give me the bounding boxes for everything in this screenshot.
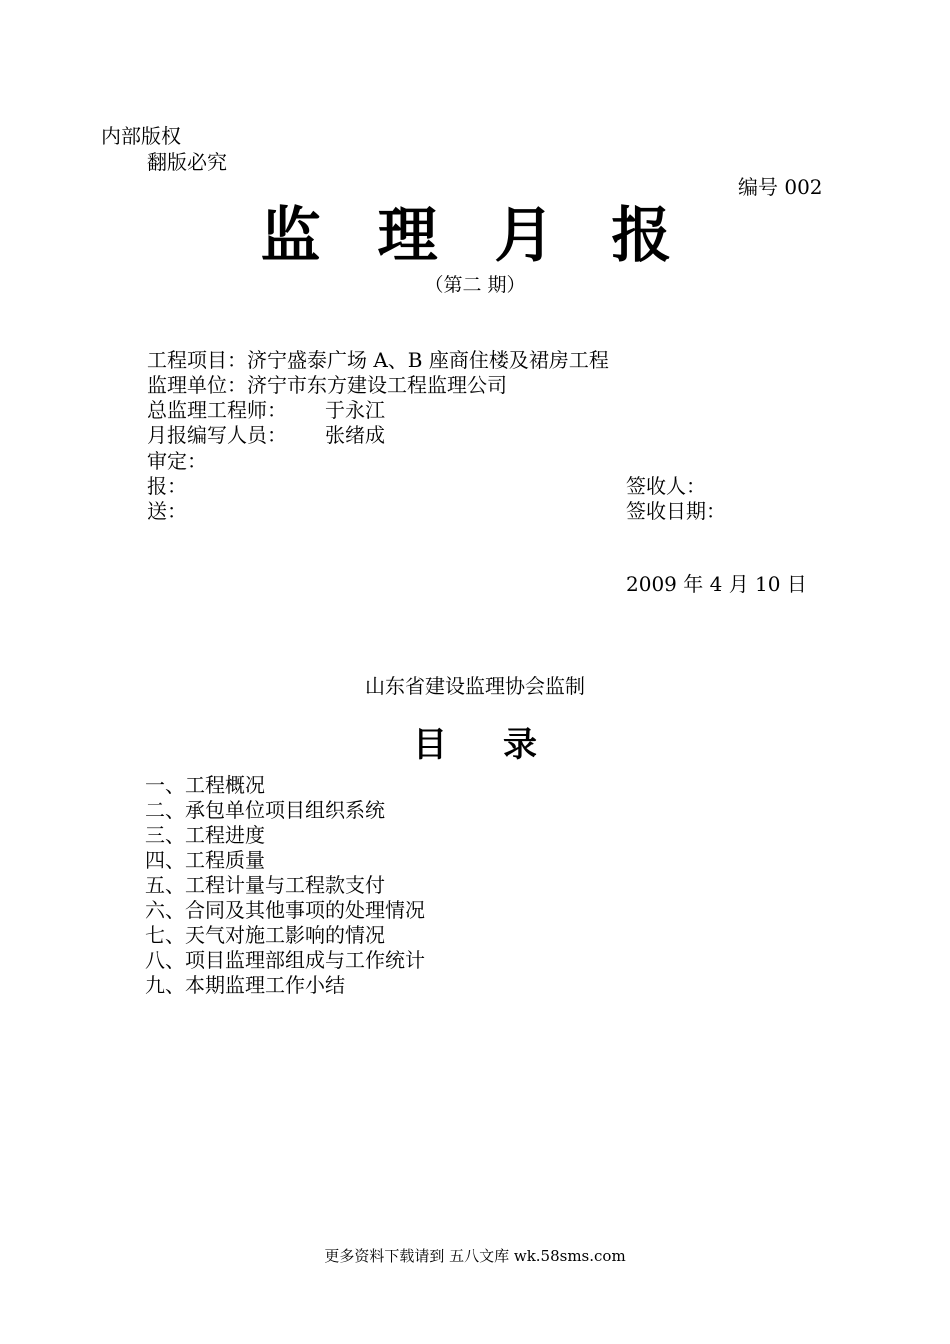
toc-item: 二、承包单位项目组织系统 [145, 798, 385, 822]
report-date: 2009 年 4 月 10 日 [626, 572, 807, 596]
project-row [147, 350, 609, 370]
toc-item: 八、项目监理部组成与工作统计 [145, 948, 425, 972]
unit-row [147, 375, 507, 395]
toc-item: 九、本期监理工作小结 [145, 973, 345, 997]
report-to-label: 报： [147, 474, 187, 498]
review-label: 审定： [147, 449, 207, 473]
toc-item: 一、工程概况 [145, 773, 265, 797]
toc-item: 三、工程进度 [145, 823, 265, 847]
send-to-label: 送： [147, 499, 187, 523]
serial-number: 编号 002 [738, 175, 823, 199]
chief-engineer-row [147, 400, 287, 420]
toc-title [0, 725, 950, 765]
writer-row [147, 425, 287, 445]
issue-number: （第二 期） [424, 274, 526, 296]
toc-list [145, 773, 425, 998]
unit-label: 监理单位： [147, 373, 247, 397]
footer-note: 更多资料下载请到 五八文库 wk.58sms.com [324, 1247, 626, 1265]
copyright-line-2: 翻版必究 [147, 150, 227, 174]
toc-title-right: 录 [503, 725, 537, 765]
toc-item: 七、天气对施工影响的情况 [145, 923, 385, 947]
chief-engineer-label: 总监理工程师： [147, 398, 287, 422]
sign-date-label: 签收日期： [626, 499, 726, 523]
signer-label: 签收人： [626, 474, 706, 498]
writer-value: 张绪成 [325, 423, 385, 447]
issuer: 山东省建设监理协会监制 [365, 674, 585, 698]
toc-item: 五、工程计量与工程款支付 [145, 873, 385, 897]
toc-item: 六、合同及其他事项的处理情况 [145, 898, 425, 922]
project-label: 工程项目： [147, 348, 247, 372]
project-value: 济宁盛泰广场 A、B 座商住楼及裙房工程 [247, 348, 609, 372]
report-title: 监 理 月 报 [260, 201, 690, 271]
writer-label: 月报编写人员： [147, 423, 287, 447]
unit-value: 济宁市东方建设工程监理公司 [247, 373, 507, 397]
toc-item: 四、工程质量 [145, 848, 265, 872]
copyright-line-1: 内部版权 [101, 124, 181, 148]
toc-title-left: 目 [413, 725, 447, 765]
chief-engineer-value: 于永江 [325, 398, 385, 422]
